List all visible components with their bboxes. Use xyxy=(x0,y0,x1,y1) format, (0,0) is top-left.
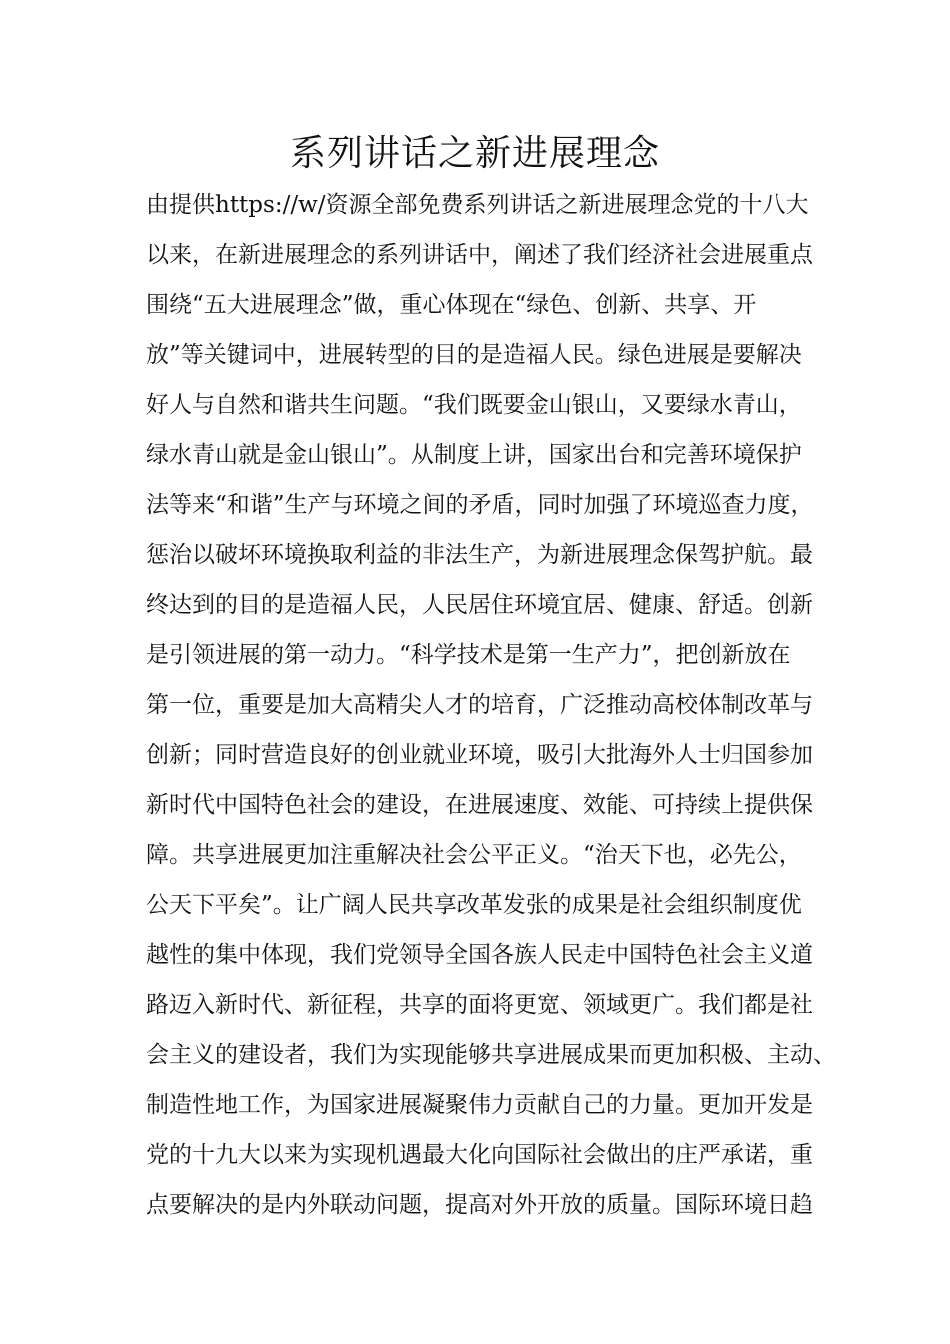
body-line: 公天下平矣”。让广阔人民共享改革发张的成果是社会组织制度优 xyxy=(146,892,802,918)
body-line: 党的十九大以来为实现机遇最大化向国际社会做出的庄严承诺，重 xyxy=(146,1142,813,1168)
body-line: 点要解决的是内外联动问题，提高对外开放的质量。国际环境日趋 xyxy=(146,1192,813,1218)
body-line: 放”等关键词中，进展转型的目的是造福人民。绿色进展是要解决 xyxy=(146,342,802,368)
body-line: 以来，在新进展理念的系列讲话中，阐述了我们经济社会进展重点 xyxy=(146,242,813,268)
body-line: 会主义的建设者，我们为实现能够共享进展成果而更加积极、主动、 xyxy=(146,1042,836,1068)
body-line: 绿水青山就是金山银山”。从制度上讲，国家出台和完善环境保护 xyxy=(146,442,802,468)
document-body xyxy=(146,180,846,1230)
body-line: 障。共享进展更加注重解决社会公平正义。“治天下也，必先公， xyxy=(146,842,802,868)
body-line: 是引领进展的第一动力。“科学技术是第一生产力”，把创新放在 xyxy=(146,642,791,668)
body-line: 好人与自然和谐共生问题。“我们既要金山银山，又要绿水青山， xyxy=(146,392,802,418)
body-line: 新时代中国特色社会的建设，在进展速度、效能、可持续上提供保 xyxy=(146,792,813,818)
body-line: 第一位，重要是加大高精尖人才的培育，广泛推动高校体制改革与 xyxy=(146,692,813,718)
body-line: 由提供https://w/资源全部免费系列讲话之新进展理念党的十八大 xyxy=(146,192,809,218)
body-line: 终达到的目的是造福人民，人民居住环境宜居、健康、舒适。创新 xyxy=(146,592,813,618)
body-line: 制造性地工作，为国家进展凝聚伟力贡献自己的力量。更加开发是 xyxy=(146,1092,813,1118)
body-line: 创新；同时营造良好的创业就业环境，吸引大批海外人士归国参加 xyxy=(146,742,813,768)
body-line: 惩治以破坏环境换取利益的非法生产，为新进展理念保驾护航。最 xyxy=(146,542,813,568)
body-line: 路迈入新时代、新征程，共享的面将更宽、领域更广。我们都是社 xyxy=(146,992,813,1018)
body-line: 法等来“和谐”生产与环境之间的矛盾，同时加强了环境巡查力度， xyxy=(146,492,814,518)
body-line: 围绕“五大进展理念”做，重心体现在“绿色、创新、共享、开 xyxy=(146,292,757,318)
body-line: 越性的集中体现，我们党领导全国各族人民走中国特色社会主义道 xyxy=(146,942,813,968)
document-title: 系列讲话之新进展理念 xyxy=(289,133,660,174)
